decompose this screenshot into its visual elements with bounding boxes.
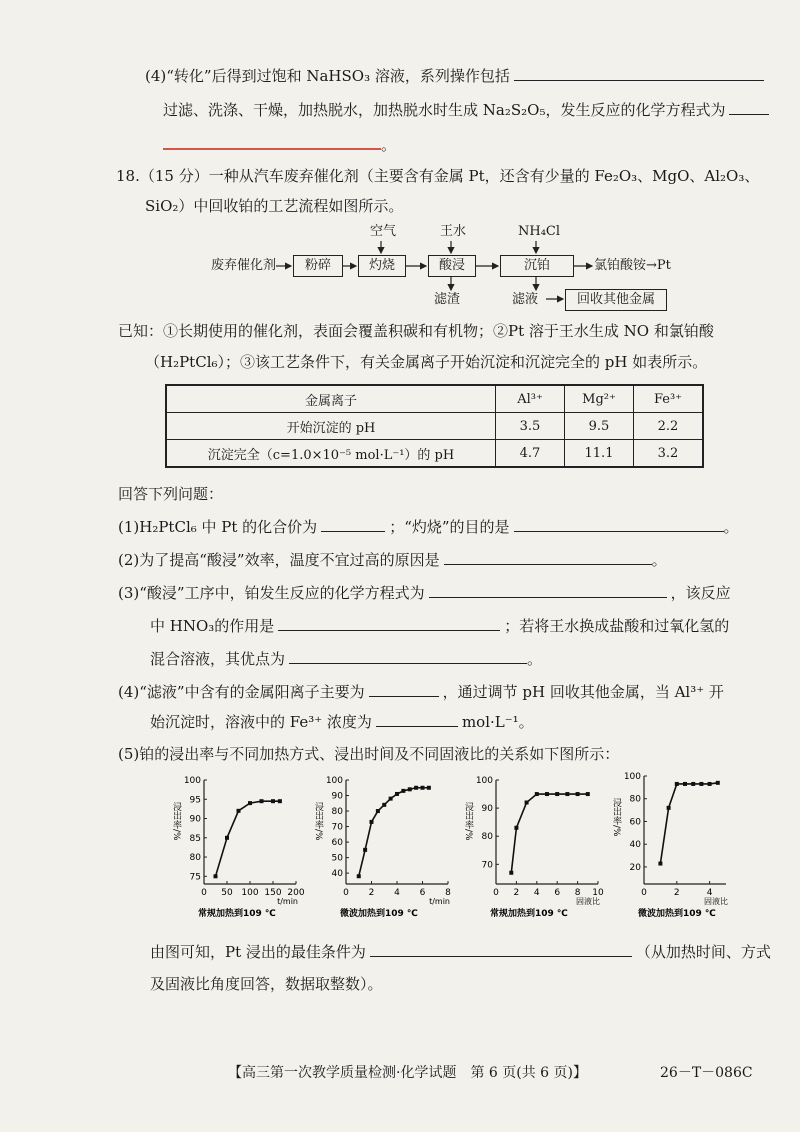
y-tick-label: 90: [331, 791, 343, 802]
data-point: [414, 786, 418, 790]
y-tick-label: 90: [481, 804, 493, 815]
data-point: [225, 836, 229, 840]
x-tick-label: 150: [264, 888, 282, 898]
flow-arrows: [0, 0, 800, 320]
q17-part4-line2: 过滤、洗涤、干燥，加热脱水，加热脱水时生成 Na₂S₂O₅，发生反应的化学方程式为: [163, 100, 769, 120]
flow-air-label: 空气: [370, 224, 397, 239]
question-5-line3: 及固液比角度回答，数据取整数）。: [150, 975, 383, 993]
question-3-line1: (3)“酸浸”工序中，铂发生反应的化学方程式为 ，该反应: [118, 584, 731, 602]
question-4-line2: 始沉淀时，溶液中的 Fe³⁺ 浓度为 mol·L⁻¹。: [150, 713, 534, 731]
data-point: [535, 792, 539, 796]
data-point: [401, 789, 405, 793]
answer-blank[interactable]: [429, 583, 667, 598]
flow-step-crush: 粉碎: [293, 255, 343, 277]
y-tick-label: 70: [331, 822, 343, 833]
chart-title: 常规加热到109 ℃: [490, 909, 568, 919]
y-tick-label: 85: [189, 833, 201, 844]
table-row: [166, 440, 703, 468]
x-tick-label: 0: [343, 888, 349, 898]
chart-title: 微波加热到109 ℃: [638, 909, 716, 919]
y-tick-label: 60: [331, 838, 343, 849]
data-point: [514, 826, 518, 830]
answer-blank[interactable]: [321, 517, 385, 532]
answer-prompt: 回答下列问题：: [118, 485, 224, 503]
q17-part4-line1: (4)“转化”后得到过饱和 NaHSO₃ 溶液，系列操作包括: [145, 66, 764, 86]
data-point: [395, 792, 399, 796]
data-point: [278, 799, 282, 803]
table-cell: Al³⁺: [496, 385, 565, 413]
data-point: [675, 782, 679, 786]
ph-table: [165, 384, 704, 468]
x-tick-label: 4: [533, 888, 540, 898]
data-point: [667, 806, 671, 810]
data-point: [658, 862, 662, 866]
data-point: [376, 809, 380, 813]
y-tick-label: 80: [481, 832, 493, 843]
y-tick-label: 50: [331, 853, 343, 864]
x-tick-label: 6: [419, 888, 426, 898]
flow-nh4cl-label: NH₄Cl: [518, 224, 561, 239]
y-tick-label: 70: [481, 860, 493, 871]
table-cell: Fe³⁺: [634, 385, 704, 413]
series-line: [660, 783, 717, 864]
y-tick-label: 40: [629, 840, 641, 851]
q18-intro-line1: 18.（15 分）一种从汽车废弃催化剂（主要含有金属 Pt，还含有少量的 Fe₂O₃、MgO、Al₂O₃、: [116, 167, 760, 185]
data-point: [565, 792, 569, 796]
data-point: [699, 782, 703, 786]
x-tick-label: 4: [394, 888, 400, 898]
y-tick-label: 80: [189, 853, 201, 864]
data-point: [357, 874, 361, 878]
table-cell: 11.1: [565, 440, 634, 468]
data-point: [545, 792, 549, 796]
known-line2: （H₂PtCl₆）；③该工艺条件下，有关金属离子开始沉淀和沉淀完全的 pH 如表所示。: [145, 353, 708, 371]
x-tick-label: 8: [445, 888, 451, 898]
chart-2: [310, 772, 460, 922]
table-cell: 沉淀完全（c=1.0×10⁻⁵ mol·L⁻¹）的 pH: [166, 440, 496, 468]
q17-part4-line3: 。: [163, 134, 396, 155]
data-point: [363, 848, 367, 852]
x-tick-label: 0: [493, 888, 499, 898]
answer-blank[interactable]: [369, 682, 439, 697]
y-tick-label: 60: [629, 817, 641, 828]
x-axis-label: 固液比: [704, 897, 728, 906]
data-point: [691, 782, 695, 786]
table-cell: 2.2: [634, 413, 704, 440]
y-tick-label: 90: [189, 814, 201, 825]
table-cell: 金属离子: [166, 385, 496, 413]
y-tick-label: 40: [331, 869, 343, 880]
x-tick-label: 2: [673, 888, 680, 898]
answer-blank[interactable]: [370, 942, 632, 957]
y-tick-label: 100: [475, 776, 493, 786]
chart-title: 常规加热到109 ℃: [198, 909, 276, 919]
x-tick-label: 2: [368, 888, 375, 898]
data-point: [260, 799, 264, 803]
data-point: [586, 792, 590, 796]
answer-blank[interactable]: [278, 616, 500, 631]
flow-step-acid-leach: 酸浸: [428, 255, 476, 277]
series-line: [359, 788, 429, 876]
data-point: [237, 809, 241, 813]
question-4-line1: (4)“滤液”中含有的金属阳离子主要为 ，通过调节 pH 回收其他金属，当 Al³⁺ 开: [118, 683, 724, 701]
question-3-line3: 混合溶液，其优点为 。: [150, 650, 543, 668]
y-tick-label: 80: [331, 807, 343, 818]
answer-blank[interactable]: [514, 517, 724, 532]
y-axis-label: 浸出率/%: [463, 802, 473, 841]
data-point: [389, 797, 393, 801]
data-point: [683, 782, 687, 786]
table-cell: 3.5: [496, 413, 565, 440]
table-cell: 开始沉淀的 pH: [166, 413, 496, 440]
data-point: [271, 799, 275, 803]
data-point: [214, 874, 218, 878]
flow-step-precipitate-pt: 沉铂: [500, 255, 574, 277]
y-tick-label: 100: [183, 776, 201, 786]
data-point: [382, 803, 386, 807]
flow-product-label: 氯铂酸铵→Pt: [594, 258, 671, 273]
data-point: [555, 792, 559, 796]
question-1: (1)H₂PtCl₆ 中 Pt 的化合价为 ；“灼烧”的目的是 。: [118, 518, 739, 536]
x-tick-label: 0: [201, 888, 207, 898]
flow-step-roast: 灼烧: [358, 255, 406, 277]
data-point: [248, 801, 252, 805]
x-axis-label: 固液比: [576, 897, 600, 906]
table-cell: Mg²⁺: [565, 385, 634, 413]
x-axis-label: t/min: [429, 897, 450, 906]
x-tick-label: 8: [574, 888, 581, 898]
x-tick-label: 0: [641, 888, 647, 898]
data-point: [576, 792, 580, 796]
answer-blank[interactable]: [376, 712, 458, 727]
data-point: [370, 820, 374, 824]
y-axis-label: 浸出率/%: [611, 798, 621, 837]
answer-blank[interactable]: [289, 649, 527, 664]
chart-4: [608, 768, 738, 922]
question-2: (2)为了提高“酸浸”效率，温度不宜过高的原因是 。: [118, 551, 667, 569]
y-tick-label: 75: [189, 872, 201, 883]
y-tick-label: 100: [623, 772, 641, 782]
series-line: [511, 794, 588, 873]
question-5: (5)铂的浸出率与不同加热方式、浸出时间及不同固液比的关系如下图所示：: [118, 745, 620, 763]
flow-recover-metals: 回收其他金属: [565, 289, 667, 311]
x-tick-label: 200: [287, 888, 305, 898]
table-cell: 3.2: [634, 440, 704, 468]
question-3-line2: 中 HNO₃的作用是 ；若将王水换成盐酸和过氧化氢的: [150, 617, 730, 635]
flow-residue-label: 滤渣: [434, 292, 461, 307]
q18-intro-line2: SiO₂）中回收铂的工艺流程如图所示。: [145, 197, 404, 215]
chart-3: [460, 772, 610, 922]
footer-title: 【高三第一次教学质量检测·化学试题 第 6 页(共 6 页)】: [228, 1065, 587, 1081]
x-tick-label: 10: [592, 888, 604, 898]
flow-start-label: 废弃催化剂: [211, 258, 277, 273]
y-tick-label: 100: [325, 776, 343, 786]
x-tick-label: 4: [706, 888, 713, 898]
question-5-line2: 由图可知，Pt 浸出的最佳条件为 （从加热时间、方式: [150, 943, 771, 961]
x-tick-label: 6: [554, 888, 561, 898]
flow-aqua-regia-label: 王水: [440, 224, 467, 239]
chart-title: 微波加热到109 ℃: [340, 909, 418, 919]
data-point: [525, 800, 529, 804]
data-point: [509, 871, 513, 875]
flow-filtrate-label: 滤液: [512, 292, 539, 307]
table-cell: 9.5: [565, 413, 634, 440]
table-cell: 4.7: [496, 440, 565, 468]
table-row: [166, 413, 703, 440]
chart-1: [168, 772, 308, 922]
data-point: [408, 787, 412, 791]
data-point: [427, 786, 431, 790]
y-axis-label: 浸出率/%: [171, 802, 181, 841]
y-tick-label: 95: [189, 795, 201, 806]
table-row: [166, 385, 703, 413]
answer-blank[interactable]: [444, 550, 652, 565]
data-point: [708, 782, 712, 786]
y-axis-label: 浸出率/%: [313, 802, 323, 841]
y-tick-label: 80: [629, 794, 641, 805]
y-tick-label: 20: [629, 862, 641, 873]
x-tick-label: 100: [241, 888, 259, 898]
known-line1: 已知：①长期使用的催化剂，表面会覆盖积碳和有机物；②Pt 溶于王水生成 NO 和氯铂酸: [118, 322, 714, 340]
x-tick-label: 2: [513, 888, 520, 898]
footer-code: 26－T－086C: [660, 1065, 753, 1081]
x-axis-label: t/min: [277, 897, 298, 906]
x-tick-label: 50: [221, 888, 233, 898]
data-point: [716, 781, 720, 785]
data-point: [421, 786, 425, 790]
